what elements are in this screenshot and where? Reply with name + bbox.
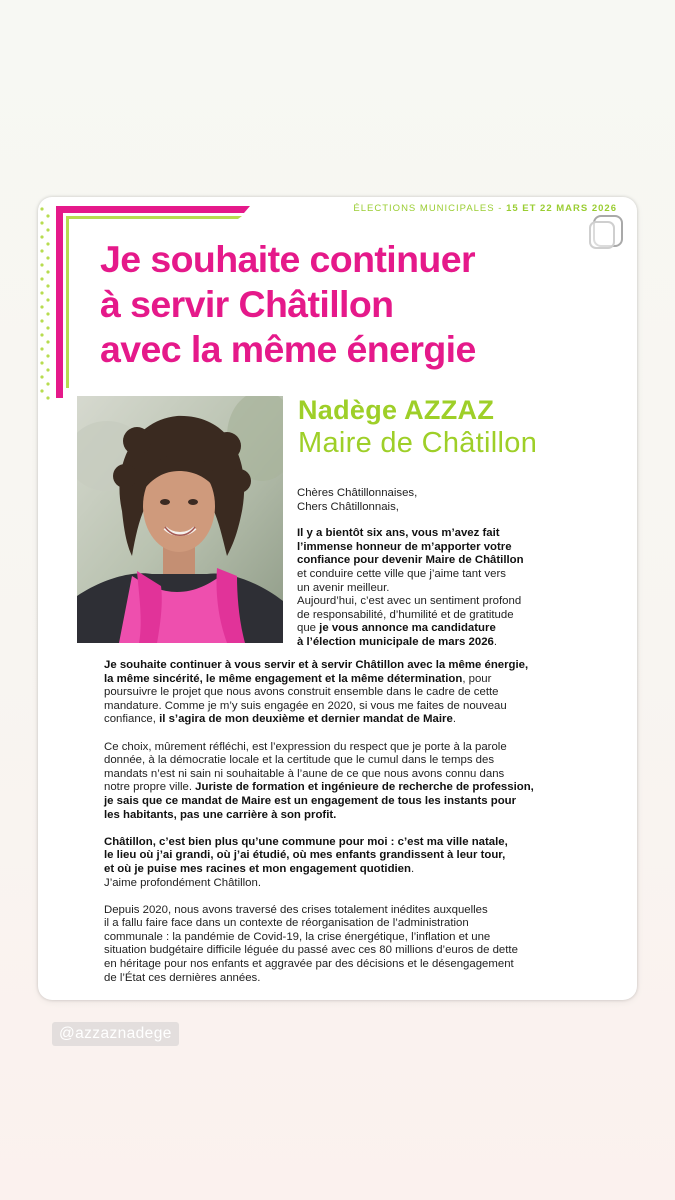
text-line: communale : la pandémie de Covid-19, la crise énergétique, l’inflation et une [104, 930, 491, 943]
text-run: notre propre ville. [104, 781, 196, 794]
candidate-photo [77, 396, 283, 643]
text-run-bold: et où je puise mes racines et mon engagement quotidien [104, 862, 411, 875]
letter-paragraph [104, 659, 614, 727]
portrait-photo-icon [77, 396, 283, 643]
text-line: et conduire cette ville que j’aime tant vers [297, 567, 506, 580]
text-run-bold: je vous annonce ma candidature [319, 622, 496, 635]
text-run: . [410, 862, 415, 875]
text-line: Il y a bientôt six ans, vous m’avez fait [297, 527, 500, 540]
text-line: l’immense honneur de m’apporter votre [297, 540, 512, 553]
candidate-role: Maire de Châtillon [298, 427, 538, 459]
text-run: confiance, [104, 713, 160, 726]
text-line [104, 781, 614, 795]
text-line [104, 713, 614, 727]
text-line: Châtillon, c’est bien plus qu’une commune pour moi : c’est ma ville natale, [104, 835, 508, 848]
text-line: de responsabilité, d’humilité et de gratitude [297, 608, 514, 621]
letter-paragraph [104, 904, 614, 986]
green-dot-pattern [40, 207, 49, 399]
letter-paragraph [297, 527, 617, 649]
text-run: . [493, 635, 498, 648]
text-line: J’aime profondément Châtillon. [104, 876, 262, 889]
text-line: donnée, à la démocratie locale et la certitude que le cumul dans le temps des [104, 754, 495, 767]
headline [100, 237, 620, 372]
text-run: . [452, 713, 456, 726]
text-line: Je souhaite continuer à vous servir et à servir Châtillon avec la même énergie, [104, 659, 529, 671]
election-dates: 15 ET 22 MARS 2026 [506, 203, 617, 214]
text-run-bold: la même sincérité, le même engagement et la même détermination [104, 672, 463, 685]
text-line: les habitants, pas une carrière à son profit. [104, 808, 337, 821]
headline-line: Je souhaite continuer [100, 238, 475, 280]
headline-line: avec la même énergie [100, 328, 476, 370]
stack-icon[interactable] [593, 215, 623, 247]
election-header [353, 203, 617, 214]
text-run-bold: il s’agira de mon deuxième et dernier mandat de Maire [159, 713, 453, 726]
text-line [104, 863, 614, 877]
text-line: situation budgétaire difficile léguée du passé avec ces 80 millions d’euros de dette [104, 944, 518, 957]
text-line [297, 636, 617, 650]
text-line: un avenir meilleur. [297, 581, 390, 594]
text-line: Aujourd’hui, c’est avec un sentiment profond [297, 595, 522, 608]
letter-body [104, 659, 614, 999]
text-line [297, 622, 617, 636]
mention-sticker[interactable]: @azzaznadege [52, 1022, 179, 1046]
text-line: Depuis 2020, nous avons traversé des crises totalement inédites auxquelles [104, 903, 488, 916]
header-separator: - [498, 203, 503, 214]
pink-frame-bar-left [56, 206, 63, 398]
text-line: le lieu où j’ai grandi, où j’ai étudié, où mes enfants grandissent à leur tour, [104, 849, 506, 862]
pink-frame-bar-top [56, 206, 250, 213]
headline-line: à servir Châtillon [100, 283, 394, 325]
text-run: , pour [462, 672, 492, 685]
text-line: en héritage pour nos enfants et aggravée par des décisions et le désengagement [104, 958, 514, 971]
text-line: je sais que ce mandat de Maire est un engagement de tous les instants pour [104, 794, 517, 807]
letter-intro [297, 487, 617, 663]
election-label: ÉLECTIONS MUNICIPALES [353, 203, 495, 214]
text-line: de l’État ces dernières années. [104, 971, 261, 984]
text-line: il a fallu faire face dans un contexte de réorganisation de l’administration [104, 917, 469, 930]
text-line: mandature. Comme je m’y suis engagée en 2020, si vous me faites de nouveau [104, 699, 507, 712]
letter-paragraph [104, 836, 614, 890]
text-line: poursuivre le projet que nous avons construit ensemble dans le cadre de cette [104, 686, 499, 699]
text-line: mandats n’est ni sain ni souhaitable à l’aune de ce que nous avons connu dans [104, 767, 505, 780]
candidate-name: Nadège AZZAZ [298, 395, 495, 425]
letter-paragraph [104, 741, 614, 823]
text-line: confiance pour devenir Maire de Châtillon [297, 554, 524, 567]
post-card[interactable] [38, 197, 637, 1000]
green-frame-bar-top [66, 216, 242, 219]
text-run-bold: Juriste de formation et ingénieure de recherche de profession, [195, 781, 534, 794]
text-line: Ce choix, mûrement réfléchi, est l’expression du respect que je porte à la parole [104, 740, 507, 753]
letter-greeting [297, 487, 617, 514]
greeting-line: Chères Châtillonnaises, [297, 487, 418, 499]
greeting-line: Chers Châtillonnais, [297, 500, 399, 513]
text-run: que [297, 622, 320, 635]
green-frame-bar-left [66, 216, 69, 388]
text-run-bold: à l’élection municipale de mars 2026 [297, 635, 494, 648]
text-line [104, 673, 614, 687]
